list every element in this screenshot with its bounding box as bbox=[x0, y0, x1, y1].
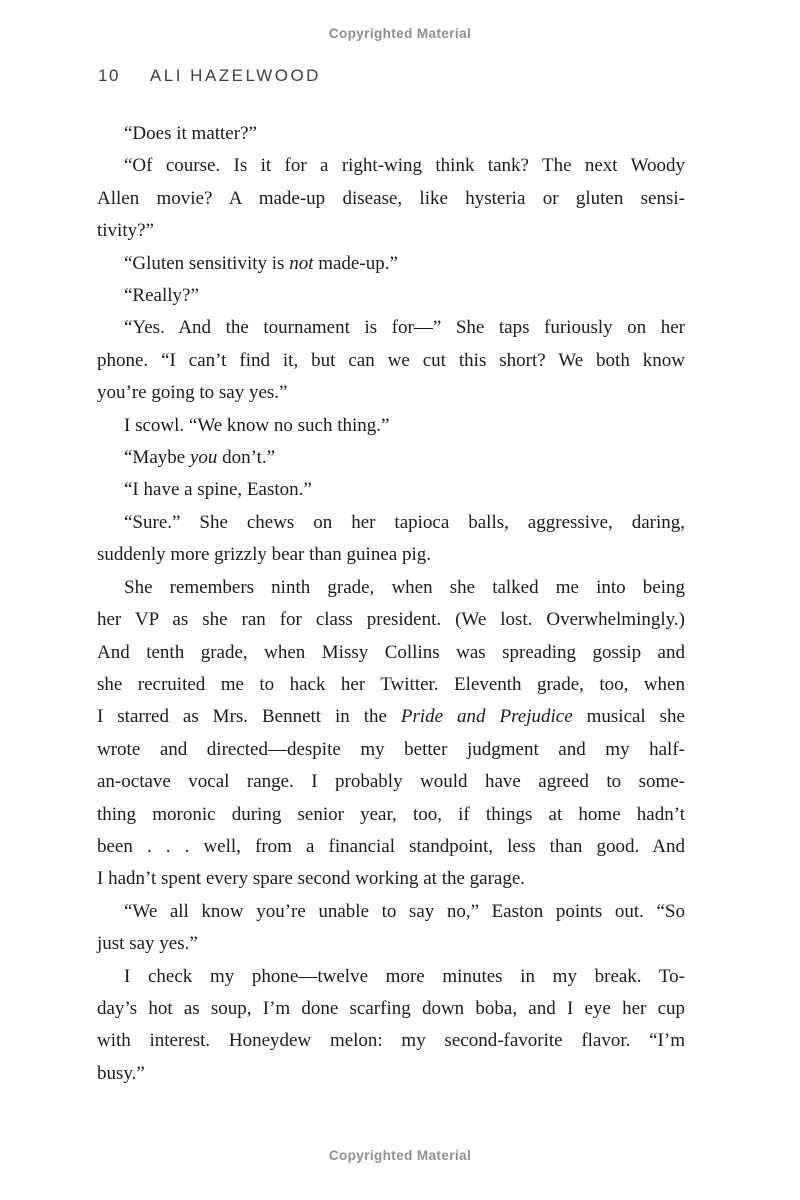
running-header-author: ALI HAZELWOOD bbox=[149, 66, 321, 85]
paragraph bbox=[97, 118, 685, 150]
text-line: “I have a spine, Easton.” bbox=[124, 479, 312, 501]
text-line: “Yes. And the tournament is for—” She taps furiously on her bbox=[124, 317, 685, 339]
paragraph bbox=[97, 896, 685, 961]
text-line: “Maybe you don’t.” bbox=[124, 447, 276, 469]
text-line: day’s hot as soup, I’m done scarfing down boba, and I eye her cup bbox=[97, 997, 685, 1019]
body-text bbox=[97, 118, 685, 1090]
text-line: “We all know you’re unable to say no,” Easton points out. “So bbox=[124, 900, 685, 922]
paragraph bbox=[97, 410, 685, 442]
text-line: I scowl. “We know no such thing.” bbox=[124, 414, 390, 436]
paragraph bbox=[97, 961, 685, 1091]
text-line: phone. “I can’t find it, but can we cut this short? We both know bbox=[97, 349, 685, 371]
text-line: wrote and directed—despite my better judgment and my half- bbox=[97, 738, 685, 760]
text-line: I starred as Mrs. Bennett in the Pride and Prejudice musical she bbox=[97, 706, 685, 728]
text-line: “Does it matter?” bbox=[124, 123, 257, 144]
text-line: “Gluten sensitivity is not made-up.” bbox=[124, 252, 398, 274]
text-line: thing moronic during senior year, too, if things at home hadn’t bbox=[97, 803, 685, 825]
page-header bbox=[98, 66, 321, 86]
text-line: just say yes.” bbox=[97, 933, 198, 955]
paragraph bbox=[97, 312, 685, 409]
page-number: 10 bbox=[98, 66, 120, 85]
text-line: I check my phone—twelve more minutes in my break. To- bbox=[124, 965, 685, 987]
text-line: busy.” bbox=[97, 1062, 145, 1084]
paragraph bbox=[97, 150, 685, 247]
text-line: She remembers ninth grade, when she talked me into being bbox=[124, 576, 685, 598]
text-line: been . . . well, from a financial standpoint, less than good. And bbox=[97, 835, 685, 857]
text-line: suddenly more grizzly bear than guinea pig. bbox=[97, 544, 431, 566]
paragraph bbox=[97, 248, 685, 280]
text-line: “Sure.” She chews on her tapioca balls, aggressive, daring, bbox=[124, 511, 685, 533]
paragraph bbox=[97, 474, 685, 506]
text-line: “Of course. Is it for a right-wing think tank? The next Woody bbox=[124, 155, 685, 177]
text-line: she recruited me to hack her Twitter. Eleventh grade, too, when bbox=[97, 673, 685, 695]
paragraph bbox=[97, 280, 685, 312]
text-line: an-octave vocal range. I probably would have agreed to some- bbox=[97, 771, 685, 793]
text-line: Allen movie? A made-up disease, like hysteria or gluten sensi- bbox=[97, 187, 685, 209]
text-line: And tenth grade, when Missy Collins was spreading gossip and bbox=[97, 641, 685, 663]
text-line: tivity?” bbox=[97, 220, 154, 242]
paragraph bbox=[97, 507, 685, 572]
text-line: her VP as she ran for class president. (We lost. Overwhelmingly.) bbox=[97, 609, 685, 631]
paragraph bbox=[97, 572, 685, 896]
text-line: I hadn’t spent every spare second working at the garage. bbox=[97, 868, 526, 890]
copyright-banner-top: Copyrighted Material bbox=[328, 26, 472, 41]
copyright-banner-bottom: Copyrighted Material bbox=[328, 1148, 472, 1163]
text-line: “Really?” bbox=[124, 285, 199, 307]
text-line: you’re going to say yes.” bbox=[97, 382, 288, 404]
paragraph bbox=[97, 442, 685, 474]
text-line: with interest. Honeydew melon: my second-favorite flavor. “I’m bbox=[97, 1030, 685, 1052]
